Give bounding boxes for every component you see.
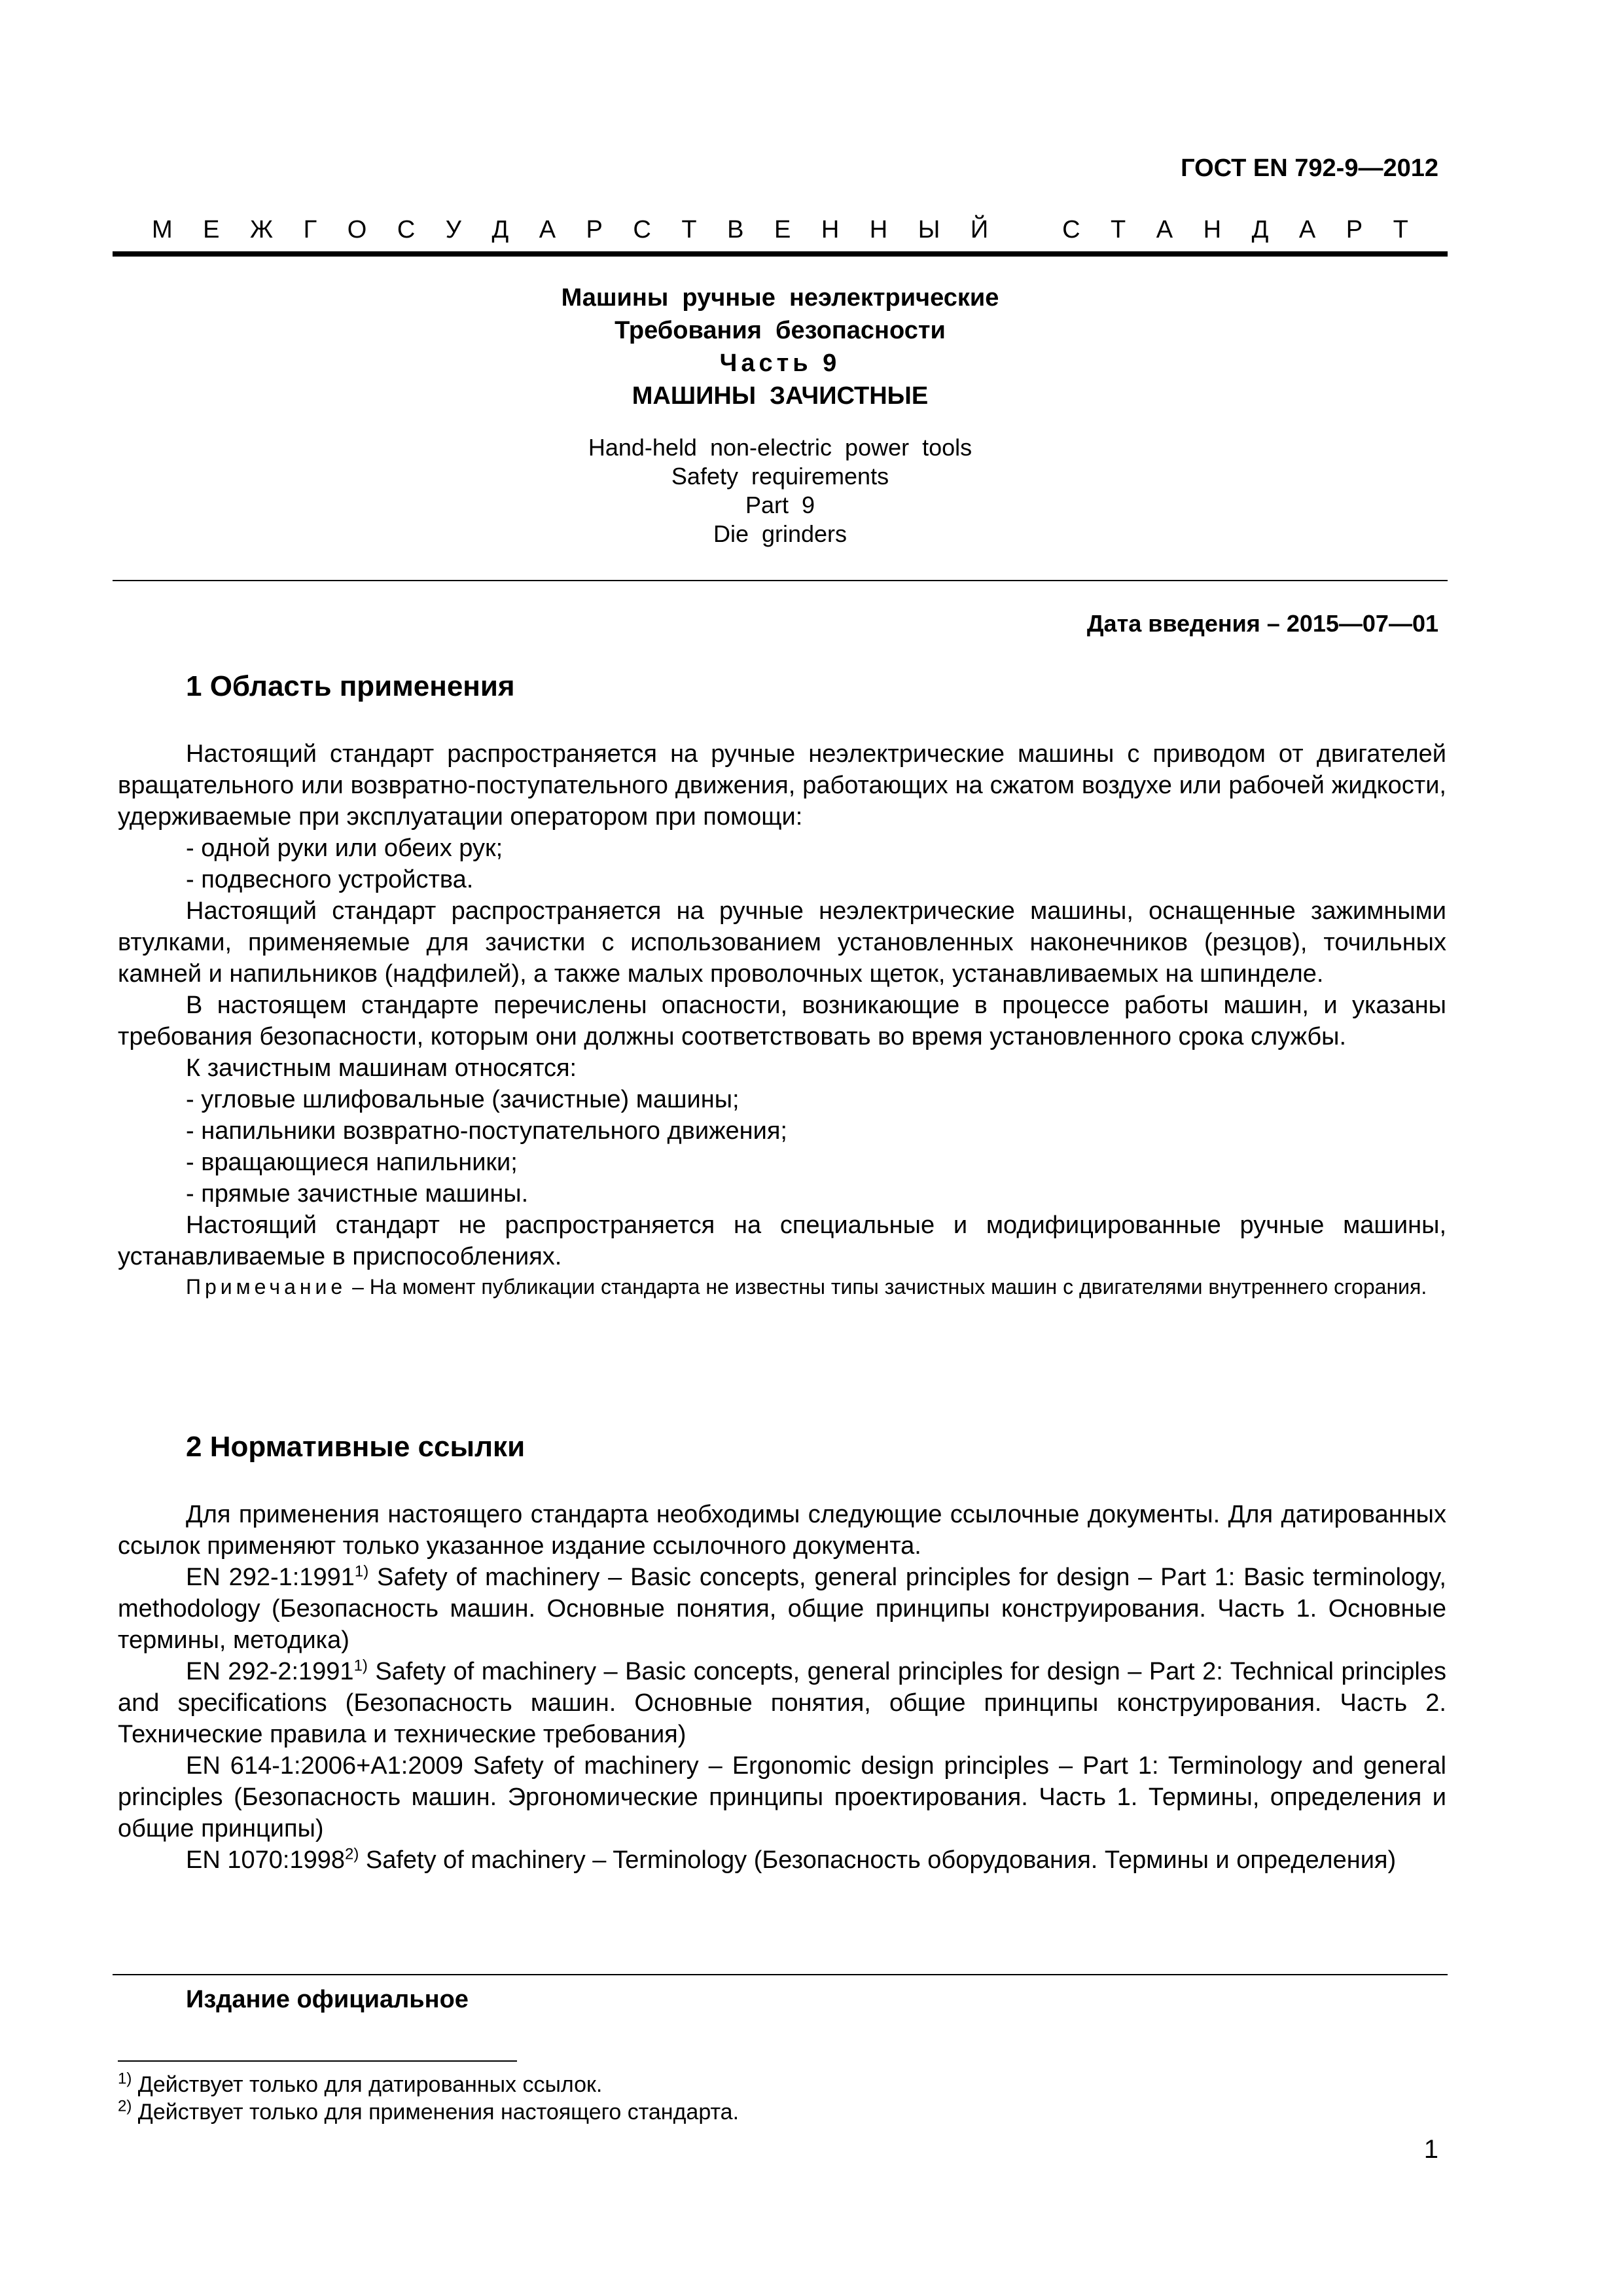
footnote-mark: 1) [354, 1562, 369, 1581]
reference-item [118, 1562, 1446, 1656]
banner-letter: С [397, 216, 416, 243]
footnote-mark: 1) [118, 2070, 132, 2088]
title-part: Часть 9 [719, 350, 841, 377]
banner-letter: А [1156, 216, 1173, 243]
reference-code: EN 1070:1998 [186, 1846, 345, 1874]
note-text: – На момент публикации стандарта не известны типы зачистных машин с двигателями внутреннего сгорания. [346, 1275, 1427, 1299]
title-line: МАШИНЫ ЗАЧИСТНЫЕ [632, 382, 929, 410]
banner-letter: Н [1203, 216, 1222, 243]
list-intro: К зачистным машинам относятся: [186, 1054, 577, 1082]
section-heading: 1 Область применения [186, 670, 515, 702]
banner-letter: Р [1346, 216, 1363, 243]
reference-text: Safety of machinery – Basic concepts, general principles for design – Part 1: Basic terminology, methodology (Безопасность машин. Основные понятия, общие принципы конструирования. Часть 1. Основные термины, методика) [118, 1564, 1446, 1654]
section-1-body [118, 738, 1446, 1301]
list-item: - напильники возвратно-поступательного движения; [186, 1117, 787, 1145]
edition-divider [113, 1974, 1448, 1975]
list-item: - подвесного устройства. [186, 866, 474, 893]
footnote-mark: 2) [118, 2097, 132, 2115]
banner-letter: Н [869, 216, 888, 243]
paragraph: В настоящем стандарте перечислены опасности, возникающие в процессе работы машин, и указаны требования безопасности, которым они должны соответствовать во время установленного срока службы. [118, 992, 1446, 1050]
reference-item: EN 614-1:2006+A1:2009 Safety of machinery – Ergonomic design principles – Part 1: Terminology and general principles (Безопасность машин. Эргономические принципы проектирования. Часть 1. Термины, определения и общие принципы) [118, 1752, 1446, 1842]
banner-letter: Ж [250, 216, 274, 243]
reference-item [118, 1656, 1446, 1750]
banner-letter: Г [303, 216, 317, 243]
footnote-text: Действует только для применения настоящего стандарта. [132, 2100, 740, 2125]
reference-text: Safety of machinery – Basic concepts, general principles for design – Part 2: Technical principles and specifications (Безопасность машин. Основные понятия, общие принципы конструирования. Часть 2. Технические правила и технические требования) [118, 1658, 1446, 1748]
title-line: Требования безопасности [615, 317, 946, 344]
banner-letter: Е [203, 216, 220, 243]
footnote [118, 2098, 739, 2126]
reference-text: Safety of machinery – Terminology (Безопасность оборудования. Термины и определения) [359, 1846, 1397, 1874]
banner-letter: Й [970, 216, 989, 243]
page-number: 1 [1423, 2135, 1438, 2164]
banner-letter: А [539, 216, 556, 243]
subtitle-line: Die grinders [713, 520, 847, 547]
banner-letter: А [1298, 216, 1316, 243]
banner-letter: Е [774, 216, 791, 243]
reference-code: EN 292-2:1991 [186, 1658, 354, 1685]
reference-code: EN 292-1:1991 [186, 1564, 355, 1591]
banner-letter: С [633, 216, 652, 243]
paragraph: Для применения настоящего стандарта необходимы следующие ссылочные документы. Для датированных ссылок применяют только указанное издание ссылочного документа. [118, 1501, 1446, 1560]
list-item: - вращающиеся напильники; [186, 1149, 518, 1176]
title-line: Машины ручные неэлектрические [561, 284, 999, 312]
title-block-en [113, 433, 1448, 548]
note [118, 1272, 1446, 1301]
title-block-ru [113, 281, 1448, 412]
subtitle-line: Part 9 [745, 492, 815, 518]
banner-letter: Т [681, 216, 697, 243]
banner-letter: Ы [918, 216, 940, 243]
banner-letter: Р [586, 216, 603, 243]
banner-gap [1019, 216, 1032, 244]
section-2-body [118, 1499, 1446, 1876]
banner-letter: У [445, 216, 462, 243]
list-item: - угловые шлифовальные (зачистные) машины; [186, 1086, 740, 1113]
list-item: - прямые зачистные машины. [186, 1180, 529, 1208]
standard-banner [152, 216, 1408, 244]
subtitle-line: Hand-held non-electric power tools [588, 434, 972, 461]
banner-letter: Т [1111, 216, 1126, 243]
paragraph: Настоящий стандарт распространяется на ручные неэлектрические машины с приводом от двигателей вращательного или возвратно-поступательного движения, работающих на сжатом воздухе или рабочей жидкости, удерживаемые при эксплуатации оператором при помощи: [118, 740, 1446, 831]
footnotes [118, 2071, 739, 2126]
header-divider [113, 251, 1448, 257]
footnote [118, 2071, 739, 2098]
paragraph: Настоящий стандарт не распространяется на специальные и модифицированные ручные машины, устанавливаемые в приспособлениях. [118, 1211, 1446, 1270]
banner-letter: О [347, 216, 367, 243]
edition-label: Издание официальное [186, 1986, 469, 2013]
footnote-text: Действует только для датированных ссылок. [132, 2072, 603, 2097]
banner-letter: С [1062, 216, 1080, 243]
reference-item [118, 1844, 1446, 1876]
section-heading: 2 Нормативные ссылки [186, 1431, 526, 1463]
note-label: Примечание [186, 1275, 347, 1299]
banner-letter: Д [1251, 216, 1269, 243]
title-divider [113, 580, 1448, 581]
banner-letter: Н [821, 216, 840, 243]
list-item: - одной руки или обеих рук; [186, 834, 503, 862]
footnote-mark: 1) [353, 1657, 368, 1675]
introduction-date: Дата введения – 2015—07—01 [1086, 610, 1438, 637]
banner-letter: М [152, 216, 173, 243]
banner-letter: Д [491, 216, 509, 243]
banner-letter: В [727, 216, 744, 243]
footnote-divider [118, 2060, 517, 2062]
document-code: ГОСТ EN 792-9—2012 [1181, 154, 1438, 182]
banner-letter: Т [1393, 216, 1408, 243]
subtitle-line: Safety requirements [671, 463, 889, 490]
footnote-mark: 2) [344, 1845, 359, 1863]
paragraph: Настоящий стандарт распространяется на ручные неэлектрические машины, оснащенные зажимными втулками, применяемые для зачистки с использованием установленных наконечников (резцов), точильных камней и напильников (надфилей), а также малых проволочных щеток, устанавливаемых на шпинделе. [118, 897, 1446, 988]
